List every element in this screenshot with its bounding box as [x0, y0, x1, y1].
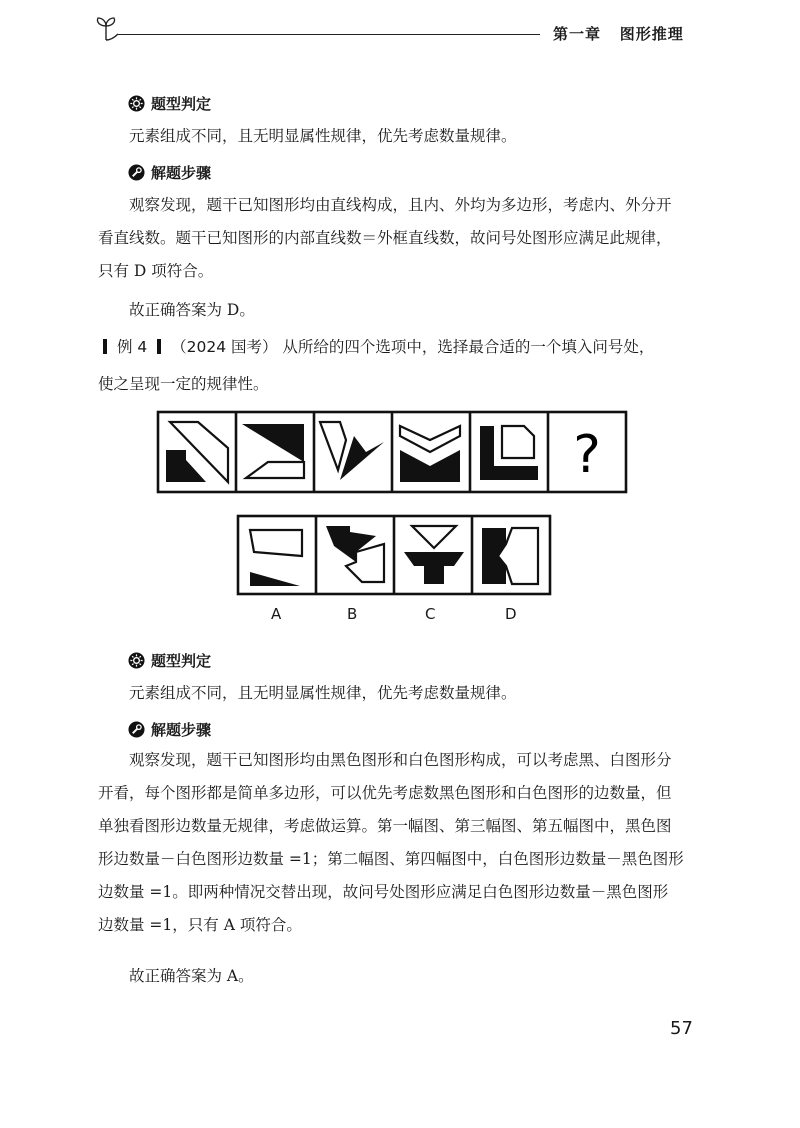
- text-line: 看直线数。题干已知图形的内部直线数＝外框直线数，故问号处图形应满足此规律，: [98, 229, 672, 247]
- text-line: 只有 D 项符合。: [98, 262, 214, 280]
- question-figure-4: [400, 426, 460, 482]
- type-text-2: [98, 677, 696, 710]
- text-line: 观察发现，题干已知图形均由黑色图形和白色图形构成，可以考虑黑、白图形分: [129, 751, 672, 769]
- question-mark: ?: [573, 425, 601, 485]
- steps-text-2: [98, 744, 696, 942]
- option-c-figure[interactable]: [404, 526, 464, 584]
- type-heading-2: [128, 650, 211, 671]
- option-d-label[interactable]: D: [505, 605, 517, 623]
- answer-2: [98, 960, 696, 993]
- question-figure-3: [320, 422, 384, 480]
- example-label: 例 4: [116, 338, 148, 356]
- text-line: 故正确答案为 D。: [129, 301, 255, 319]
- question-figure-1: [166, 422, 228, 482]
- text-line: 故正确答案为 A。: [129, 967, 254, 985]
- option-c-label[interactable]: C: [425, 605, 436, 623]
- option-a-label[interactable]: A: [271, 605, 282, 623]
- wrench-icon: [128, 721, 145, 738]
- text-line: 观察发现，题干已知图形均由直线构成，且内、外均为多边形，考虑内、外分开: [129, 196, 672, 214]
- steps-heading-text: 解题步骤: [151, 164, 212, 182]
- text-line: 边数量 =1，只有 A 项符合。: [98, 916, 302, 934]
- chapter-title: 图形推理: [619, 25, 684, 43]
- type-heading-text: 题型判定: [151, 95, 212, 113]
- text-line: 元素组成不同，且无明显属性规律，优先考虑数量规律。: [129, 127, 517, 145]
- example-question-line1: 从所给的四个选项中，选择最合适的一个填入问号处，: [282, 338, 655, 356]
- option-b-label[interactable]: B: [347, 605, 358, 623]
- option-b-figure[interactable]: [326, 526, 384, 582]
- text-line: 开看，每个图形都是简单多边形，可以优先考虑数黑色图形和白色图形的边数量，但: [98, 784, 672, 802]
- text-line: 元素组成不同，且无明显属性规律，优先考虑数量规律。: [129, 684, 517, 702]
- steps-heading-2: [128, 719, 211, 740]
- example-source: （2024 国考）: [171, 338, 278, 356]
- option-d-figure[interactable]: [482, 528, 538, 584]
- text-line: 形边数量－白色图形边数量 =1；第二幅图、第四幅图中，白色图形边数量－黑色图形: [98, 850, 684, 868]
- steps-heading-text: 解题步骤: [151, 721, 212, 739]
- option-a-figure[interactable]: [250, 530, 302, 586]
- question-figure-2: [242, 424, 304, 478]
- type-heading-text: 题型判定: [151, 652, 212, 670]
- chapter-label: 第一章: [553, 25, 602, 43]
- page-number: 57: [670, 1018, 693, 1039]
- question-figure-5: [480, 426, 538, 480]
- example-question-line2: 使之呈现一定的规律性。: [98, 375, 269, 393]
- text-line: 边数量 =1。即两种情况交替出现，故问号处图形应满足白色图形边数量－黑色图形: [98, 883, 669, 901]
- sun-icon: [128, 652, 145, 669]
- text-line: 单独看图形边数量无规律，考虑做运算。第一幅图、第三幅图、第五幅图中，黑色图: [98, 817, 672, 835]
